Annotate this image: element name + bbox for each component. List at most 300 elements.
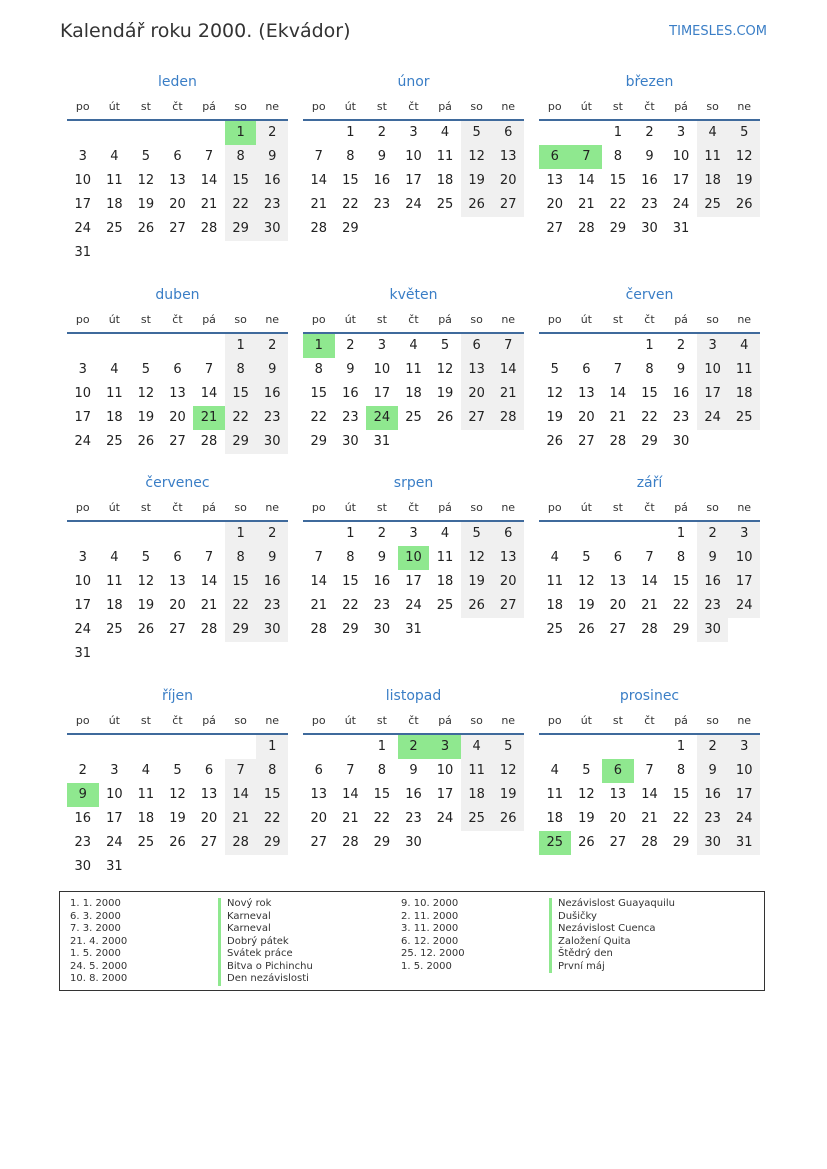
- day-cell[interactable]: 15: [672, 574, 690, 589]
- day-cell[interactable]: 8: [645, 362, 654, 377]
- day-cell[interactable]: 17: [728, 570, 760, 594]
- day-cell[interactable]: 21: [641, 811, 658, 826]
- day-cell[interactable]: 31: [405, 622, 422, 637]
- day-cell[interactable]: 11: [546, 787, 564, 802]
- day-cell[interactable]: 19: [436, 386, 454, 401]
- day-cell[interactable]: 13: [310, 787, 328, 802]
- day-cell[interactable]: 12: [137, 574, 155, 589]
- day-cell[interactable]: 28: [609, 434, 627, 449]
- day-cell[interactable]: 4: [110, 550, 119, 565]
- day-cell[interactable]: 5: [550, 362, 559, 377]
- day-cell[interactable]: 31: [728, 831, 760, 855]
- day-cell[interactable]: 26: [436, 410, 454, 425]
- day-cell[interactable]: 16: [641, 173, 658, 188]
- day-cell[interactable]: 19: [461, 570, 493, 594]
- day-cell[interactable]: 22: [342, 197, 359, 212]
- day-cell[interactable]: 12: [546, 386, 564, 401]
- day-cell[interactable]: 17: [106, 811, 123, 826]
- day-cell[interactable]: 12: [169, 787, 186, 802]
- day-cell[interactable]: 2: [697, 522, 729, 546]
- day-cell[interactable]: 20: [169, 410, 186, 425]
- day-cell[interactable]: 7: [571, 145, 603, 169]
- day-cell[interactable]: 4: [550, 550, 559, 565]
- day-cell[interactable]: 22: [672, 811, 690, 826]
- day-cell[interactable]: 10: [405, 149, 422, 164]
- day-cell[interactable]: 24: [436, 811, 454, 826]
- day-cell[interactable]: 25: [405, 410, 422, 425]
- day-cell[interactable]: 19: [728, 169, 760, 193]
- day-cell[interactable]: 6: [492, 522, 524, 546]
- day-cell[interactable]: 10: [697, 358, 729, 382]
- day-cell[interactable]: 2: [377, 526, 387, 541]
- day-cell[interactable]: 4: [461, 735, 493, 759]
- day-cell[interactable]: 11: [106, 173, 123, 188]
- day-cell[interactable]: 7: [346, 763, 355, 778]
- day-cell[interactable]: 22: [373, 811, 391, 826]
- day-cell[interactable]: 3: [409, 526, 418, 541]
- day-cell[interactable]: 28: [200, 622, 218, 637]
- day-cell[interactable]: 14: [200, 173, 218, 188]
- day-cell[interactable]: 1: [225, 522, 257, 546]
- day-cell[interactable]: 27: [169, 434, 186, 449]
- day-cell[interactable]: 13: [169, 173, 186, 188]
- day-cell[interactable]: 19: [461, 169, 493, 193]
- day-cell[interactable]: 23: [373, 197, 391, 212]
- day-cell[interactable]: 27: [169, 221, 186, 236]
- day-cell[interactable]: 12: [461, 145, 493, 169]
- day-cell[interactable]: 9: [256, 145, 288, 169]
- day-cell[interactable]: 10: [106, 787, 123, 802]
- day-cell[interactable]: 26: [137, 221, 155, 236]
- day-cell[interactable]: 24: [74, 622, 92, 637]
- day-cell[interactable]: 16: [697, 783, 729, 807]
- day-cell[interactable]: 22: [225, 406, 257, 430]
- day-cell[interactable]: 4: [440, 125, 450, 140]
- day-cell[interactable]: 1: [346, 125, 355, 140]
- day-cell[interactable]: 12: [461, 546, 493, 570]
- day-cell[interactable]: 13: [609, 574, 627, 589]
- day-cell[interactable]: 31: [672, 221, 690, 236]
- day-cell[interactable]: 7: [204, 550, 214, 565]
- day-cell[interactable]: 6: [173, 362, 182, 377]
- day-cell[interactable]: 18: [461, 783, 493, 807]
- day-cell[interactable]: 14: [200, 386, 218, 401]
- day-cell[interactable]: 26: [169, 835, 186, 850]
- day-cell[interactable]: 1: [303, 334, 335, 358]
- day-cell[interactable]: 25: [461, 807, 493, 831]
- day-cell[interactable]: 3: [78, 149, 87, 164]
- day-cell[interactable]: 22: [225, 594, 257, 618]
- day-cell[interactable]: 28: [492, 406, 524, 430]
- day-cell[interactable]: 1: [225, 334, 257, 358]
- day-cell[interactable]: 16: [405, 787, 422, 802]
- day-cell[interactable]: 25: [697, 193, 729, 217]
- day-cell[interactable]: 25: [436, 598, 454, 613]
- day-cell[interactable]: 12: [728, 145, 760, 169]
- day-cell[interactable]: 30: [672, 434, 690, 449]
- day-cell[interactable]: 18: [405, 386, 422, 401]
- day-cell[interactable]: 26: [137, 434, 155, 449]
- day-cell[interactable]: 14: [609, 386, 627, 401]
- day-cell[interactable]: 1: [676, 739, 686, 754]
- day-cell[interactable]: 12: [492, 759, 524, 783]
- day-cell[interactable]: 22: [256, 807, 288, 831]
- day-cell[interactable]: 4: [728, 334, 760, 358]
- day-cell[interactable]: 14: [200, 574, 218, 589]
- day-cell[interactable]: 11: [436, 149, 454, 164]
- day-cell[interactable]: 9: [256, 546, 288, 570]
- day-cell[interactable]: 15: [373, 787, 391, 802]
- day-cell[interactable]: 11: [436, 550, 454, 565]
- day-cell[interactable]: 21: [609, 410, 627, 425]
- day-cell[interactable]: 6: [173, 149, 182, 164]
- day-cell[interactable]: 8: [346, 550, 355, 565]
- day-cell[interactable]: 16: [74, 811, 92, 826]
- day-cell[interactable]: 31: [74, 245, 92, 260]
- day-cell[interactable]: 28: [225, 831, 257, 855]
- day-cell[interactable]: 6: [602, 759, 634, 783]
- day-cell[interactable]: 19: [578, 598, 595, 613]
- day-cell[interactable]: 19: [137, 197, 155, 212]
- day-cell[interactable]: 3: [429, 735, 461, 759]
- day-cell[interactable]: 19: [546, 410, 564, 425]
- day-cell[interactable]: 24: [74, 434, 92, 449]
- day-cell[interactable]: 21: [200, 197, 218, 212]
- day-cell[interactable]: 15: [310, 386, 328, 401]
- day-cell[interactable]: 5: [582, 763, 591, 778]
- day-cell[interactable]: 29: [373, 835, 391, 850]
- day-cell[interactable]: 18: [546, 598, 564, 613]
- day-cell[interactable]: 24: [405, 197, 422, 212]
- day-cell[interactable]: 11: [137, 787, 155, 802]
- day-cell[interactable]: 27: [609, 622, 627, 637]
- day-cell[interactable]: 1: [377, 739, 387, 754]
- day-cell[interactable]: 31: [373, 434, 391, 449]
- day-cell[interactable]: 2: [398, 735, 430, 759]
- day-cell[interactable]: 17: [74, 410, 92, 425]
- day-cell[interactable]: 7: [645, 550, 654, 565]
- day-cell[interactable]: 30: [256, 430, 288, 454]
- day-cell[interactable]: 16: [256, 169, 288, 193]
- day-cell[interactable]: 6: [204, 763, 214, 778]
- day-cell[interactable]: 9: [676, 362, 686, 377]
- day-cell[interactable]: 26: [461, 594, 493, 618]
- day-cell[interactable]: 6: [314, 763, 323, 778]
- day-cell[interactable]: 4: [110, 149, 119, 164]
- day-cell[interactable]: 28: [641, 622, 658, 637]
- day-cell[interactable]: 5: [461, 121, 493, 145]
- day-cell[interactable]: 30: [697, 831, 729, 855]
- day-cell[interactable]: 13: [492, 546, 524, 570]
- day-cell[interactable]: 25: [106, 434, 123, 449]
- day-cell[interactable]: 28: [200, 434, 218, 449]
- day-cell[interactable]: 12: [137, 173, 155, 188]
- day-cell[interactable]: 15: [225, 382, 257, 406]
- day-cell[interactable]: 27: [310, 835, 328, 850]
- day-cell[interactable]: 5: [461, 522, 493, 546]
- day-cell[interactable]: 16: [373, 574, 391, 589]
- day-cell[interactable]: 27: [492, 594, 524, 618]
- day-cell[interactable]: 18: [728, 382, 760, 406]
- day-cell[interactable]: 17: [672, 173, 690, 188]
- day-cell[interactable]: 5: [141, 550, 151, 565]
- day-cell[interactable]: 2: [346, 338, 355, 353]
- day-cell[interactable]: 21: [225, 807, 257, 831]
- day-cell[interactable]: 18: [546, 811, 564, 826]
- day-cell[interactable]: 17: [373, 386, 391, 401]
- day-cell[interactable]: 28: [342, 835, 359, 850]
- day-cell[interactable]: 13: [169, 386, 186, 401]
- day-cell[interactable]: 29: [609, 221, 627, 236]
- day-cell[interactable]: 3: [728, 735, 760, 759]
- day-cell[interactable]: 28: [200, 221, 218, 236]
- day-cell[interactable]: 8: [676, 763, 686, 778]
- day-cell[interactable]: 8: [346, 149, 355, 164]
- day-cell[interactable]: 29: [672, 622, 690, 637]
- day-cell[interactable]: 21: [310, 197, 328, 212]
- day-cell[interactable]: 15: [225, 570, 257, 594]
- day-cell[interactable]: 8: [377, 763, 387, 778]
- day-cell[interactable]: 1: [346, 526, 355, 541]
- day-cell[interactable]: 14: [225, 783, 257, 807]
- day-cell[interactable]: 25: [728, 406, 760, 430]
- day-cell[interactable]: 26: [578, 622, 595, 637]
- day-cell[interactable]: 23: [342, 410, 359, 425]
- day-cell[interactable]: 10: [74, 386, 92, 401]
- day-cell[interactable]: 16: [697, 570, 729, 594]
- day-cell[interactable]: 8: [314, 362, 323, 377]
- day-cell[interactable]: 2: [377, 125, 387, 140]
- day-cell[interactable]: 9: [377, 149, 387, 164]
- day-cell[interactable]: 22: [641, 410, 658, 425]
- day-cell[interactable]: 25: [106, 622, 123, 637]
- day-cell[interactable]: 16: [256, 382, 288, 406]
- day-cell[interactable]: 17: [436, 787, 454, 802]
- day-cell[interactable]: 21: [310, 598, 328, 613]
- day-cell[interactable]: 26: [137, 622, 155, 637]
- day-cell[interactable]: 25: [436, 197, 454, 212]
- day-cell[interactable]: 10: [373, 362, 391, 377]
- day-cell[interactable]: 3: [676, 125, 686, 140]
- day-cell[interactable]: 18: [436, 173, 454, 188]
- day-cell[interactable]: 7: [492, 334, 524, 358]
- day-cell[interactable]: 7: [225, 759, 257, 783]
- day-cell[interactable]: 16: [373, 173, 391, 188]
- day-cell[interactable]: 19: [137, 410, 155, 425]
- day-cell[interactable]: 29: [225, 618, 257, 642]
- day-cell[interactable]: 17: [74, 197, 92, 212]
- day-cell[interactable]: 22: [310, 410, 328, 425]
- day-cell[interactable]: 23: [641, 197, 658, 212]
- day-cell[interactable]: 27: [492, 193, 524, 217]
- day-cell[interactable]: 4: [697, 121, 729, 145]
- day-cell[interactable]: 15: [342, 574, 359, 589]
- day-cell[interactable]: 9: [697, 546, 729, 570]
- day-cell[interactable]: 9: [346, 362, 355, 377]
- day-cell[interactable]: 20: [609, 598, 627, 613]
- day-cell[interactable]: 4: [440, 526, 450, 541]
- day-cell[interactable]: 22: [672, 598, 690, 613]
- day-cell[interactable]: 20: [492, 169, 524, 193]
- day-cell[interactable]: 11: [697, 145, 729, 169]
- day-cell[interactable]: 8: [676, 550, 686, 565]
- day-cell[interactable]: 2: [78, 763, 87, 778]
- day-cell[interactable]: 27: [578, 434, 595, 449]
- day-cell[interactable]: 20: [609, 811, 627, 826]
- day-cell[interactable]: 27: [169, 622, 186, 637]
- day-cell[interactable]: 7: [314, 149, 323, 164]
- day-cell[interactable]: 10: [672, 149, 690, 164]
- day-cell[interactable]: 18: [697, 169, 729, 193]
- day-cell[interactable]: 10: [728, 546, 760, 570]
- day-cell[interactable]: 13: [169, 574, 186, 589]
- day-cell[interactable]: 13: [492, 145, 524, 169]
- day-cell[interactable]: 20: [461, 382, 493, 406]
- day-cell[interactable]: 10: [398, 546, 430, 570]
- day-cell[interactable]: 23: [697, 807, 729, 831]
- day-cell[interactable]: 14: [492, 358, 524, 382]
- day-cell[interactable]: 29: [256, 831, 288, 855]
- day-cell[interactable]: 6: [173, 550, 182, 565]
- day-cell[interactable]: 14: [342, 787, 359, 802]
- day-cell[interactable]: 18: [106, 410, 123, 425]
- day-cell[interactable]: 24: [405, 598, 422, 613]
- day-cell[interactable]: 20: [169, 598, 186, 613]
- day-cell[interactable]: 27: [200, 835, 218, 850]
- day-cell[interactable]: 18: [137, 811, 155, 826]
- day-cell[interactable]: 11: [106, 386, 123, 401]
- day-cell[interactable]: 23: [697, 594, 729, 618]
- day-cell[interactable]: 9: [377, 550, 387, 565]
- day-cell[interactable]: 7: [613, 362, 623, 377]
- day-cell[interactable]: 23: [256, 406, 288, 430]
- day-cell[interactable]: 30: [641, 221, 658, 236]
- day-cell[interactable]: 15: [256, 783, 288, 807]
- day-cell[interactable]: 12: [578, 574, 595, 589]
- day-cell[interactable]: 26: [728, 193, 760, 217]
- day-cell[interactable]: 17: [74, 598, 92, 613]
- day-cell[interactable]: 23: [405, 811, 422, 826]
- day-cell[interactable]: 17: [405, 173, 422, 188]
- day-cell[interactable]: 31: [74, 646, 92, 661]
- day-cell[interactable]: 27: [461, 406, 493, 430]
- day-cell[interactable]: 1: [613, 125, 623, 140]
- day-cell[interactable]: 14: [641, 574, 658, 589]
- day-cell[interactable]: 29: [641, 434, 658, 449]
- day-cell[interactable]: 6: [539, 145, 571, 169]
- day-cell[interactable]: 14: [641, 787, 658, 802]
- day-cell[interactable]: 24: [106, 835, 123, 850]
- day-cell[interactable]: 7: [204, 149, 214, 164]
- day-cell[interactable]: 6: [461, 334, 493, 358]
- day-cell[interactable]: 18: [106, 197, 123, 212]
- day-cell[interactable]: 27: [546, 221, 564, 236]
- day-cell[interactable]: 19: [169, 811, 186, 826]
- day-cell[interactable]: 16: [342, 386, 359, 401]
- day-cell[interactable]: 5: [173, 763, 182, 778]
- day-cell[interactable]: 5: [141, 149, 151, 164]
- day-cell[interactable]: 2: [256, 121, 288, 145]
- day-cell[interactable]: 3: [78, 362, 87, 377]
- day-cell[interactable]: 4: [141, 763, 151, 778]
- day-cell[interactable]: 16: [256, 570, 288, 594]
- day-cell[interactable]: 10: [436, 763, 454, 778]
- day-cell[interactable]: 15: [225, 169, 257, 193]
- day-cell[interactable]: 12: [137, 386, 155, 401]
- day-cell[interactable]: 24: [728, 807, 760, 831]
- day-cell[interactable]: 21: [193, 406, 225, 430]
- day-cell[interactable]: 28: [641, 835, 658, 850]
- day-cell[interactable]: 7: [314, 550, 323, 565]
- day-cell[interactable]: 26: [461, 193, 493, 217]
- day-cell[interactable]: 3: [728, 522, 760, 546]
- day-cell[interactable]: 31: [106, 859, 123, 874]
- day-cell[interactable]: 20: [310, 811, 328, 826]
- day-cell[interactable]: 8: [256, 759, 288, 783]
- day-cell[interactable]: 29: [310, 434, 328, 449]
- day-cell[interactable]: 2: [256, 522, 288, 546]
- day-cell[interactable]: 1: [256, 735, 288, 759]
- day-cell[interactable]: 23: [256, 594, 288, 618]
- day-cell[interactable]: 29: [342, 221, 359, 236]
- day-cell[interactable]: 6: [582, 362, 591, 377]
- day-cell[interactable]: 13: [200, 787, 218, 802]
- day-cell[interactable]: 5: [440, 338, 450, 353]
- day-cell[interactable]: 23: [373, 598, 391, 613]
- day-cell[interactable]: 19: [137, 598, 155, 613]
- day-cell[interactable]: 2: [645, 125, 654, 140]
- day-cell[interactable]: 18: [106, 598, 123, 613]
- day-cell[interactable]: 16: [672, 386, 690, 401]
- day-cell[interactable]: 1: [645, 338, 654, 353]
- day-cell[interactable]: 6: [613, 550, 623, 565]
- day-cell[interactable]: 17: [697, 382, 729, 406]
- day-cell[interactable]: 13: [578, 386, 595, 401]
- day-cell[interactable]: 9: [67, 783, 99, 807]
- day-cell[interactable]: 10: [74, 173, 92, 188]
- day-cell[interactable]: 30: [256, 217, 288, 241]
- day-cell[interactable]: 3: [697, 334, 729, 358]
- day-cell[interactable]: 25: [106, 221, 123, 236]
- day-cell[interactable]: 29: [225, 217, 257, 241]
- day-cell[interactable]: 19: [492, 783, 524, 807]
- day-cell[interactable]: 29: [225, 430, 257, 454]
- day-cell[interactable]: 4: [409, 338, 418, 353]
- day-cell[interactable]: 23: [74, 835, 92, 850]
- day-cell[interactable]: 22: [342, 598, 359, 613]
- day-cell[interactable]: 25: [539, 831, 571, 855]
- day-cell[interactable]: 24: [697, 406, 729, 430]
- day-cell[interactable]: 30: [373, 622, 391, 637]
- brand-link[interactable]: TIMESLES.COM: [669, 24, 767, 39]
- day-cell[interactable]: 8: [225, 358, 257, 382]
- day-cell[interactable]: 30: [256, 618, 288, 642]
- day-cell[interactable]: 20: [169, 197, 186, 212]
- day-cell[interactable]: 12: [436, 362, 454, 377]
- day-cell[interactable]: 3: [78, 550, 87, 565]
- day-cell[interactable]: 26: [546, 434, 564, 449]
- day-cell[interactable]: 5: [728, 121, 760, 145]
- day-cell[interactable]: 10: [74, 574, 92, 589]
- day-cell[interactable]: 30: [74, 859, 92, 874]
- day-cell[interactable]: 5: [582, 550, 591, 565]
- day-cell[interactable]: 27: [609, 835, 627, 850]
- day-cell[interactable]: 28: [310, 622, 328, 637]
- day-cell[interactable]: 2: [256, 334, 288, 358]
- day-cell[interactable]: 10: [728, 759, 760, 783]
- day-cell[interactable]: 19: [578, 811, 595, 826]
- day-cell[interactable]: 23: [256, 193, 288, 217]
